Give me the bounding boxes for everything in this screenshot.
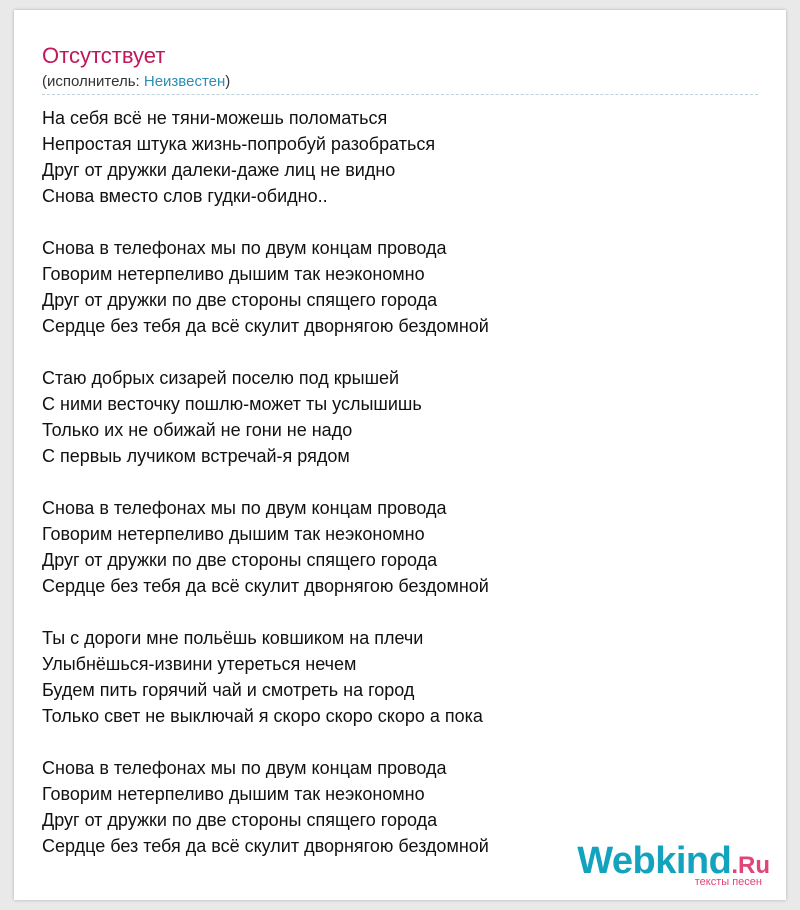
artist-line	[42, 73, 230, 91]
logo-tld: .Ru	[731, 852, 770, 879]
divider	[42, 94, 758, 95]
lyrics-line: Непростая штука жизнь-попробуй разобраться	[42, 134, 436, 154]
lyrics-line: Только свет не выключай я скоро скоро скоро а пока	[42, 706, 483, 726]
lyrics-line: Говорим нетерпеливо дышим так неэкономно	[42, 784, 425, 804]
lyrics-line: На себя всё не тяни-можешь поломаться	[42, 108, 388, 128]
lyrics-line: Улыбнёшься-извини утереться нечем	[42, 654, 357, 674]
lyrics-line: Друг от дружки далеки-даже лиц не видно	[42, 160, 396, 180]
lyrics-body	[42, 105, 762, 885]
lyrics-line: Сердце без тебя да всё скулит дворнягою бездомной	[42, 316, 489, 336]
lyrics-line: Будем пить горячий чай и смотреть на город	[42, 680, 415, 700]
site-logo[interactable]	[577, 840, 770, 888]
lyrics-stanza	[42, 495, 762, 599]
artist-prefix: (исполнитель:	[42, 73, 144, 90]
artist-suffix: )	[225, 73, 231, 90]
lyrics-line: Говорим нетерпеливо дышим так неэкономно	[42, 524, 425, 544]
lyrics-stanza	[42, 105, 762, 209]
lyrics-line: Стаю добрых сизарей поселю под крышей	[42, 368, 400, 388]
lyrics-line: Снова в телефонах мы по двум концам провода	[42, 498, 447, 518]
logo-wordmark: Webkind	[577, 840, 732, 882]
lyrics-line: Друг от дружки по две стороны спящего города	[42, 810, 438, 830]
lyrics-line: С ними весточку пошлю-может ты услышишь	[42, 394, 422, 414]
lyrics-stanza	[42, 235, 762, 339]
lyrics-line: Сердце без тебя да всё скулит дворнягою бездомной	[42, 836, 489, 856]
lyrics-line: Снова в телефонах мы по двум концам провода	[42, 238, 447, 258]
lyrics-line: Снова вместо слов гудки-обидно..	[42, 186, 328, 206]
lyrics-line: Сердце без тебя да всё скулит дворнягою бездомной	[42, 576, 489, 596]
song-title: Отсутствует	[42, 43, 166, 68]
logo-tagline: тексты песен	[694, 876, 762, 888]
artist-link[interactable]: Неизвестен	[143, 73, 226, 90]
lyrics-line: Только их не обижай не гони не надо	[42, 420, 353, 440]
lyrics-line: Друг от дружки по две стороны спящего города	[42, 550, 438, 570]
lyrics-page	[14, 10, 786, 900]
lyrics-line: С первыь лучиком встречай-я рядом	[42, 446, 350, 466]
lyrics-stanza	[42, 625, 762, 729]
lyrics-line: Снова в телефонах мы по двум концам провода	[42, 758, 447, 778]
lyrics-line: Говорим нетерпеливо дышим так неэкономно	[42, 264, 425, 284]
lyrics-line: Ты с дороги мне польёшь ковшиком на плечи	[42, 628, 424, 648]
lyrics-stanza	[42, 365, 762, 469]
lyrics-line: Друг от дружки по две стороны спящего города	[42, 290, 438, 310]
